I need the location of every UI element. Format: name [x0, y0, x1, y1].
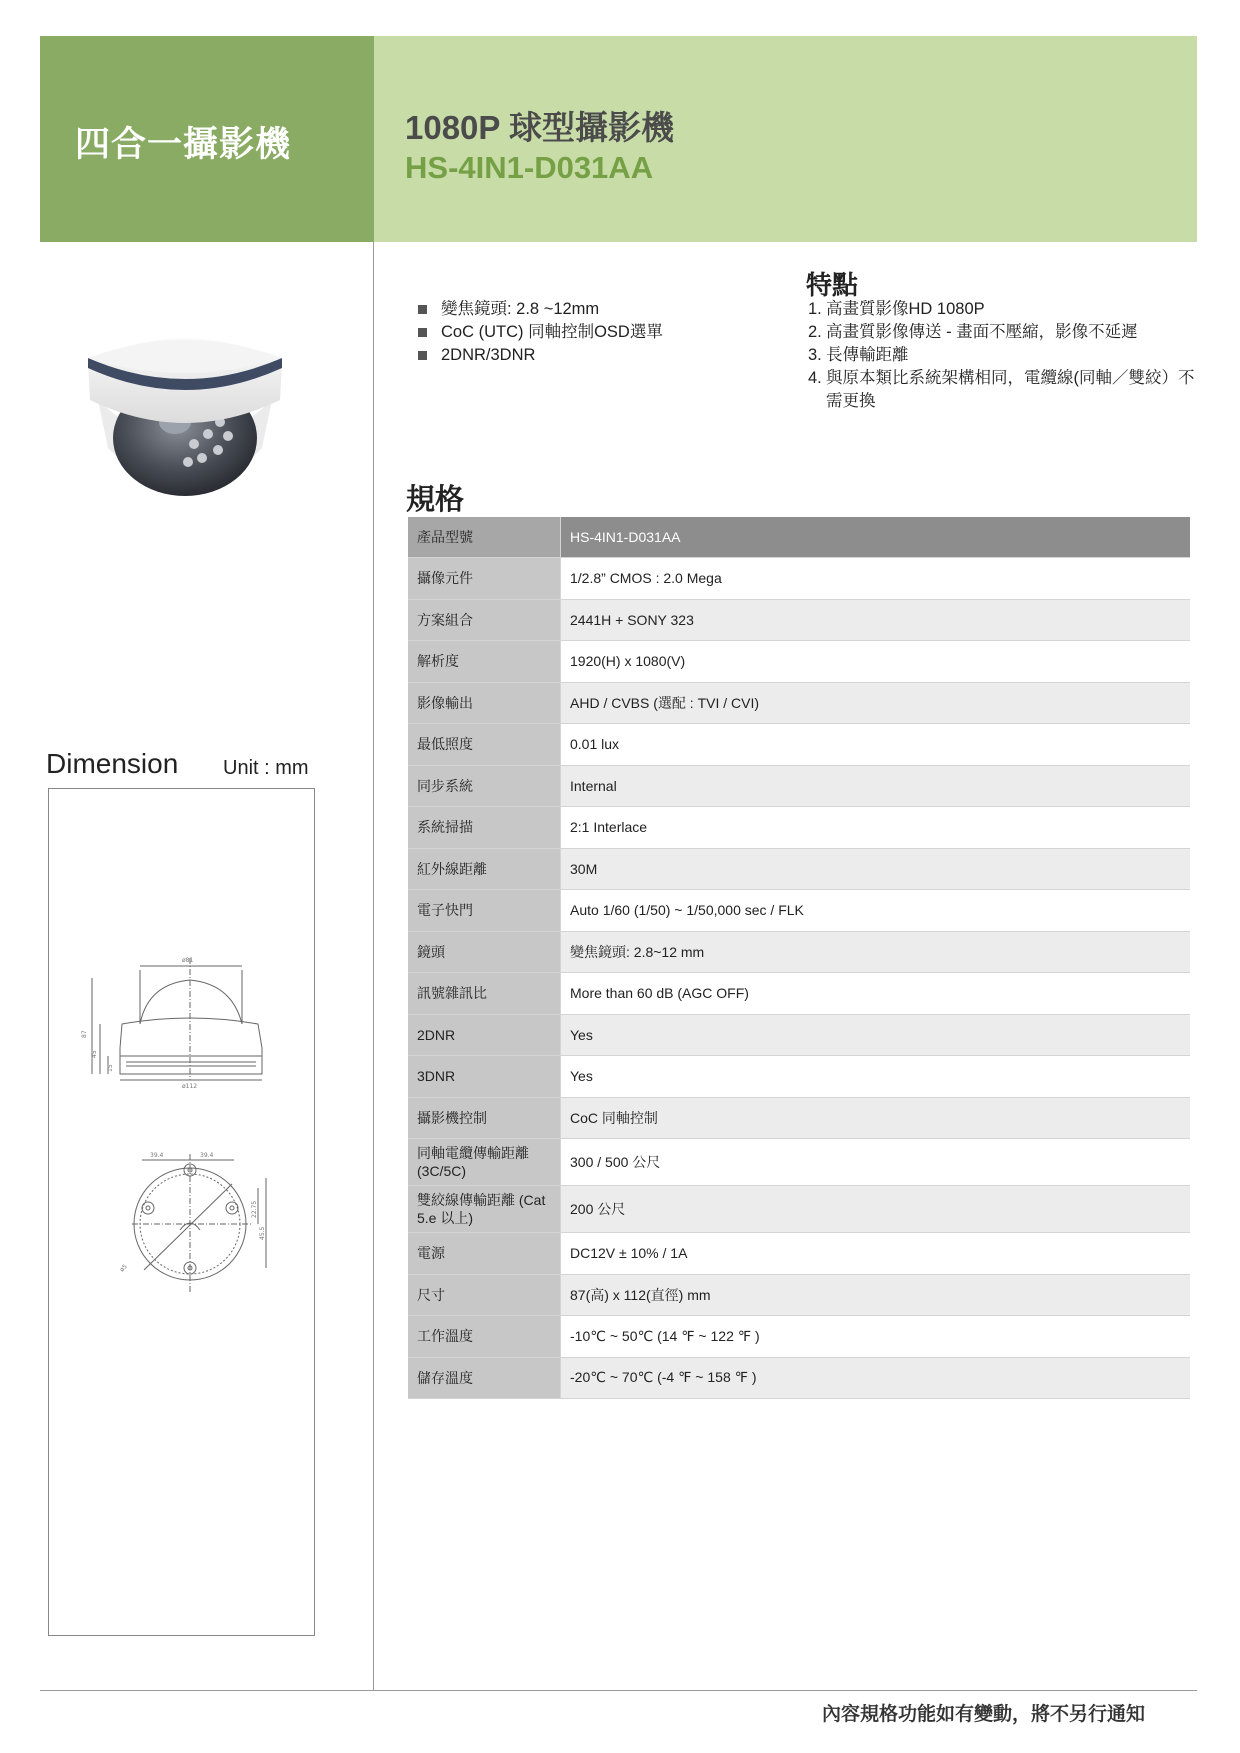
category-title: 四合一攝影機 [75, 125, 292, 164]
spec-key: 鏡頭 [408, 931, 561, 973]
spec-key: 最低照度 [408, 724, 561, 766]
table-row [408, 1056, 1190, 1098]
table-row [408, 1139, 1190, 1186]
spec-key: 產品型號 [408, 517, 561, 558]
bullet-item: 2DNR/3DNR [418, 344, 663, 367]
feature-item: 1. 高畫質影像HD 1080P [808, 300, 985, 318]
feature-item: 3. 長傳輸距離 [808, 346, 909, 364]
dim-hole: ø5 [118, 1263, 129, 1274]
spec-key: 2DNR [408, 1014, 561, 1056]
dim-base-diameter: ø112 [182, 1083, 198, 1090]
spec-key: 攝像元件 [408, 558, 561, 600]
table-row [408, 558, 1190, 600]
dim-top-diameter: ø81 [182, 957, 194, 964]
spec-table [408, 517, 1190, 1399]
spec-key: 系統掃描 [408, 807, 561, 849]
footer-notice: 內容規格功能如有變動，將不另行通知 [822, 1704, 1146, 1725]
unit-label: Unit : mm [223, 757, 309, 779]
spec-value: 200 公尺 [561, 1186, 1191, 1233]
spec-value: Internal [561, 765, 1191, 807]
dim-height-45: 45 [91, 1050, 98, 1058]
spec-key: 紅外線距離 [408, 848, 561, 890]
table-row [408, 1274, 1190, 1316]
spec-value: 1/2.8” CMOS : 2.0 Mega [561, 558, 1191, 600]
dim-height: 87 [81, 1030, 88, 1038]
spec-key: 方案組合 [408, 599, 561, 641]
spec-key: 訊號雜訊比 [408, 973, 561, 1015]
table-row [408, 1316, 1190, 1358]
spec-value: 1920(H) x 1080(V) [561, 641, 1191, 683]
product-title: 1080P 球型攝影機 [405, 109, 674, 146]
spec-value: CoC 同軸控制 [561, 1097, 1191, 1139]
spec-value: AHD / CVBS (選配 : TVI / CVI) [561, 682, 1191, 724]
table-row [408, 641, 1190, 683]
spec-key: 電源 [408, 1233, 561, 1275]
dim-height-15: 15 [107, 1064, 114, 1072]
table-row [408, 1357, 1190, 1399]
spec-value: 30M [561, 848, 1191, 890]
spec-key: 影像輸出 [408, 682, 561, 724]
spec-value: DC12V ± 10% / 1A [561, 1233, 1191, 1275]
column-divider [373, 242, 374, 1690]
spec-key: 儲存溫度 [408, 1357, 561, 1399]
dim-width-2: 39.4 [200, 1152, 214, 1159]
spec-key: 電子快門 [408, 890, 561, 932]
dimension-drawing [82, 948, 282, 1328]
spec-value: 0.01 lux [561, 724, 1191, 766]
spec-heading: 規格 [406, 484, 465, 516]
features-list [808, 298, 1198, 413]
square-bullet-icon [418, 328, 427, 337]
feature-bullets [418, 298, 663, 367]
table-row [408, 973, 1190, 1015]
table-row [408, 1233, 1190, 1275]
spec-key: 同軸電纜傳輸距離 (3C/5C) [408, 1139, 561, 1186]
spec-value: 變焦鏡頭: 2.8~12 mm [561, 931, 1191, 973]
bullet-item: CoC (UTC) 同軸控制OSD選單 [418, 321, 663, 344]
bullet-item: 變焦鏡頭: 2.8 ~12mm [418, 298, 663, 321]
spec-value: More than 60 dB (AGC OFF) [561, 973, 1191, 1015]
table-row [408, 517, 1190, 558]
table-row [408, 599, 1190, 641]
dimension-title: Dimension [46, 748, 179, 779]
table-row [408, 1097, 1190, 1139]
feature-item: 4. 與原本類比系統架構相同，電纜線(同軸／雙絞）不需更換 [808, 369, 1195, 410]
table-row [408, 724, 1190, 766]
spec-value: Auto 1/60 (1/50) ~ 1/50,000 sec / FLK [561, 890, 1191, 932]
table-row [408, 807, 1190, 849]
spec-value: 2:1 Interlace [561, 807, 1191, 849]
table-row [408, 890, 1190, 932]
table-row [408, 1014, 1190, 1056]
spec-value: 300 / 500 公尺 [561, 1139, 1191, 1186]
spec-value: Yes [561, 1014, 1191, 1056]
footer-divider [40, 1690, 1197, 1691]
spec-key: 解析度 [408, 641, 561, 683]
square-bullet-icon [418, 351, 427, 360]
dim-radius-1: 22.75 [251, 1200, 258, 1218]
table-row [408, 682, 1190, 724]
spec-key: 攝影機控制 [408, 1097, 561, 1139]
spec-value: 2441H + SONY 323 [561, 599, 1191, 641]
square-bullet-icon [418, 305, 427, 314]
table-row [408, 1186, 1190, 1233]
feature-item: 2. 高畫質影像傳送 - 畫面不壓縮，影像不延遲 [808, 323, 1138, 341]
table-row [408, 848, 1190, 890]
spec-key: 同步系統 [408, 765, 561, 807]
table-row [408, 765, 1190, 807]
dim-radius-2: 45.5 [259, 1226, 266, 1240]
spec-key: 雙絞線傳輸距離 (Cat 5.e 以上) [408, 1186, 561, 1233]
spec-value: Yes [561, 1056, 1191, 1098]
spec-key: 工作溫度 [408, 1316, 561, 1358]
spec-key: 尺寸 [408, 1274, 561, 1316]
camera-image [80, 318, 290, 514]
spec-key: 3DNR [408, 1056, 561, 1098]
dim-width-1: 39.4 [150, 1152, 164, 1159]
features-heading: 特點 [806, 270, 859, 300]
spec-value: HS-4IN1-D031AA [561, 517, 1191, 558]
spec-value: -20℃ ~ 70℃ (-4 ℉ ~ 158 ℉ ) [561, 1357, 1191, 1399]
table-row [408, 931, 1190, 973]
model-title: HS-4IN1-D031AA [405, 150, 654, 185]
spec-value: 87(高) x 112(直徑) mm [561, 1274, 1191, 1316]
spec-value: -10℃ ~ 50℃ (14 ℉ ~ 122 ℉ ) [561, 1316, 1191, 1358]
